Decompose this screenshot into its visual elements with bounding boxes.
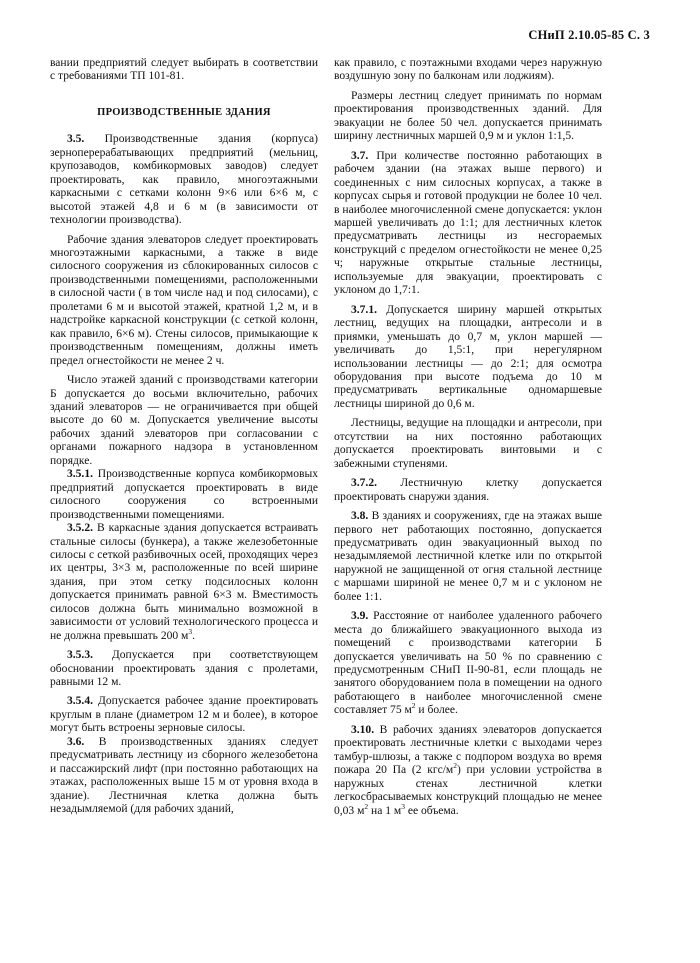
left-column	[50, 57, 318, 817]
paragraph-3-9	[334, 610, 602, 718]
clause-number: 3.5.4.	[67, 695, 93, 708]
paragraph-text: ее объема.	[404, 804, 459, 817]
right-column	[334, 57, 602, 818]
clause-number: 3.7.1.	[351, 303, 377, 316]
superscript: 3	[401, 801, 405, 811]
clause-number: 3.5.3.	[67, 649, 93, 662]
clause-number: 3.5.	[67, 133, 85, 146]
paragraph-3-5-1	[50, 468, 318, 522]
paragraph-3-7-1	[334, 304, 602, 412]
paragraph-text: В производственных зданиях следует предусматривать лестницу из сборного железобетона и пассажирский лифт (при постоянно работающих на этажах, расположенных выше 15 м от уровня входа в здание). Лестничная клетка должна быть незадымляемой (для рабочих зданий,	[50, 735, 318, 816]
paragraph-3-5-4	[50, 695, 318, 735]
paragraph-text: Производственные здания (корпуса) зерноперерабатывающих предприятий (мельниц, крупозаводов, комбикормовых заводов) следует проектировать, как правило, многоэтажными каркасными с сетками колонн 9×6 или 6×6 м, с высотой этажей 4,8 и 6 м (в зависимости от технологии производства).	[50, 133, 318, 227]
paragraph-text: Допускается при соответствующем обосновании проектировать здания с пролетами, равными 12 м.	[50, 649, 318, 689]
paragraph-text: Расстояние от наиболее удаленного рабочего места до ближайшего эвакуационного выхода из помещений с производствами категории Б допускается увеличивать на 50 % по сравнению с предусмотренным СНиП II-90-81, если площадь не занятого оборудованием пола в помещении на одного работающего в наиболее многочисленной смене составляет 75 м	[334, 610, 602, 717]
superscript: 2	[411, 701, 416, 711]
paragraph-stairs-size: Размеры лестниц следует принимать по нормам проектирования производственных зданий. Для эвакуации не более 50 чел. допускается принимать ширину лестничных маршей 0,9 м и уклон 1:1,5.	[334, 89, 602, 143]
paragraph-3-7	[334, 150, 602, 298]
clause-number: 3.5.1.	[67, 468, 93, 481]
paragraph-elevators: Рабочие здания элеваторов следует проектировать многоэтажными каркасными, а также в виде силосного сооружения из сблокированных силосов с производственными помещениями, расположенными в силосной части ( в том числе над и под силосами), с пролетами 6 м и высотой этажей, кратной 1,2 м, и в надстройке каркасной конструкции (с сеткой колонн, как правило, 6×6 м). Стены силосов, примыкающие к производственным помещениям, должны иметь предел огнестойкости не менее 2 ч.	[50, 233, 318, 367]
paragraph-text: В зданиях и сооружениях, где на этажах выше первого нет работающих постоянно, допускается предусматривать один эвакуационный выход по незадымляемой лестничной клетке или по открытой наружной не защищенной от огня стальной лестнице с маршами шириной не менее 0,7 м и с уклоном не более 1:1.	[334, 510, 602, 603]
paragraph-text: Производственные корпуса комбикормовых предприятий допускается проектировать в виде силосного сооружения со встроенными производственными помещениями.	[50, 468, 318, 521]
paragraph-tail: и более.	[415, 704, 458, 717]
page-header: СНиП 2.10.05-85 С. 3	[528, 28, 650, 42]
clause-number: 3.10.	[351, 723, 375, 736]
clause-number: 3.7.	[351, 149, 369, 162]
paragraph-3-6-continued: как правило, с поэтажными входами через наружную воздушную зону по балконам или лоджиям).	[334, 57, 602, 83]
clause-number: 3.5.2.	[67, 522, 93, 535]
clause-number: 3.7.2.	[351, 477, 377, 490]
superscript: 2	[364, 801, 369, 811]
superscript: 2	[453, 761, 457, 771]
paragraph-3-7-2	[334, 477, 602, 504]
paragraph-text: В рабочих зданиях элеваторов допускается проектировать лестничные клетки с выходами через тамбур-шлюзы, а также с подпором воздуха во время пожара 20 Па (2 кгс/м	[334, 723, 602, 777]
paragraph-3-5	[50, 133, 318, 227]
paragraph-text: В каркасные здания допускается встраивать стальные силосы (бункера), а также железобетонные силосы с сеткой разбивочных осей, проходящих через их центры, 3×3 м, расположенные по всей ширине здания, при этом сетку подсилосных колонн допускается принимать равной 6×3 м. Вместимость силосов должна быть минимально возможной в зависимости от условий технологического процесса и не должна превышать 200 м	[50, 522, 318, 642]
paragraph-text: ) при условии устройства в наружных стенах лестничной клетки легкосбрасываемых конструкций площадью не менее 0,03 м	[334, 764, 602, 817]
paragraph-text: При количестве постоянно работающих в рабочем здании (на этажах выше первого) и соединенных с ним силосных корпусах, а также в корпусах сырья и готовой продукции не более 10 чел. в наиболее многочисленной смене допускается: уклон маршей увеличивать до 1:1; для лестничных клеток предусматривать лестницы из несгораемых конструкций с пределом огнестойкости не менее 0,25 ч; наружные открытые стальные лестницы, используемые для эвакуации, проектировать с уклоном до 1,7:1.	[334, 149, 602, 297]
paragraph-3-8	[334, 510, 602, 604]
paragraph-text: Допускается рабочее здание проектировать круглым в плане (диаметром 12 м и более), в которое могут быть встроены зерновые силосы.	[50, 695, 318, 735]
paragraph-3-10	[334, 724, 602, 818]
clause-number: 3.9.	[351, 610, 369, 623]
paragraph-floors: Число этажей зданий с производствами категории Б допускается до восьми включительно, рабочих зданий элеваторов — не ограничивается при общей высоте до 60 м. Допускается увеличение высоты рабочих зданий элеваторов при согласовании с органами пожарного надзора в установленном порядке.	[50, 374, 318, 467]
clause-number: 3.6.	[67, 735, 85, 748]
paragraph-ladders: Лестницы, ведущие на площадки и антресоли, при отсутствии на них постоянно работающих допускается проектировать винтовыми и с забежными ступенями.	[334, 417, 602, 470]
paragraph-text: Допускается ширину маршей открытых лестниц, ведущих на площадки, антресоли и в приямки, уменьшать до 0,7 м, уклон маршей — увеличивать до 1,5:1, при нерегулярном использовании лестницы — до 2:1; для осмотра оборудования при высоте подъема до 10 м предусматривать вертикальные одномаршевые лестницы шириной до 0,6 м.	[334, 303, 602, 410]
paragraph-text: на 1 м	[368, 804, 402, 817]
intro-paragraph: вании предприятий следует выбирать в соответствии с требованиями ТП 101-81.	[50, 57, 318, 83]
paragraph-3-5-3	[50, 649, 318, 689]
paragraph-text: Лестничную клетку допускается проектировать снаружи здания.	[334, 477, 602, 503]
paragraph-3-5-2	[50, 522, 318, 643]
section-title: ПРОИЗВОДСТВЕННЫЕ ЗДАНИЯ	[97, 106, 271, 118]
paragraph-3-6	[50, 736, 318, 817]
superscript: 3	[188, 626, 193, 636]
clause-number: 3.8.	[351, 510, 369, 523]
paragraph-tail: .	[192, 629, 195, 642]
